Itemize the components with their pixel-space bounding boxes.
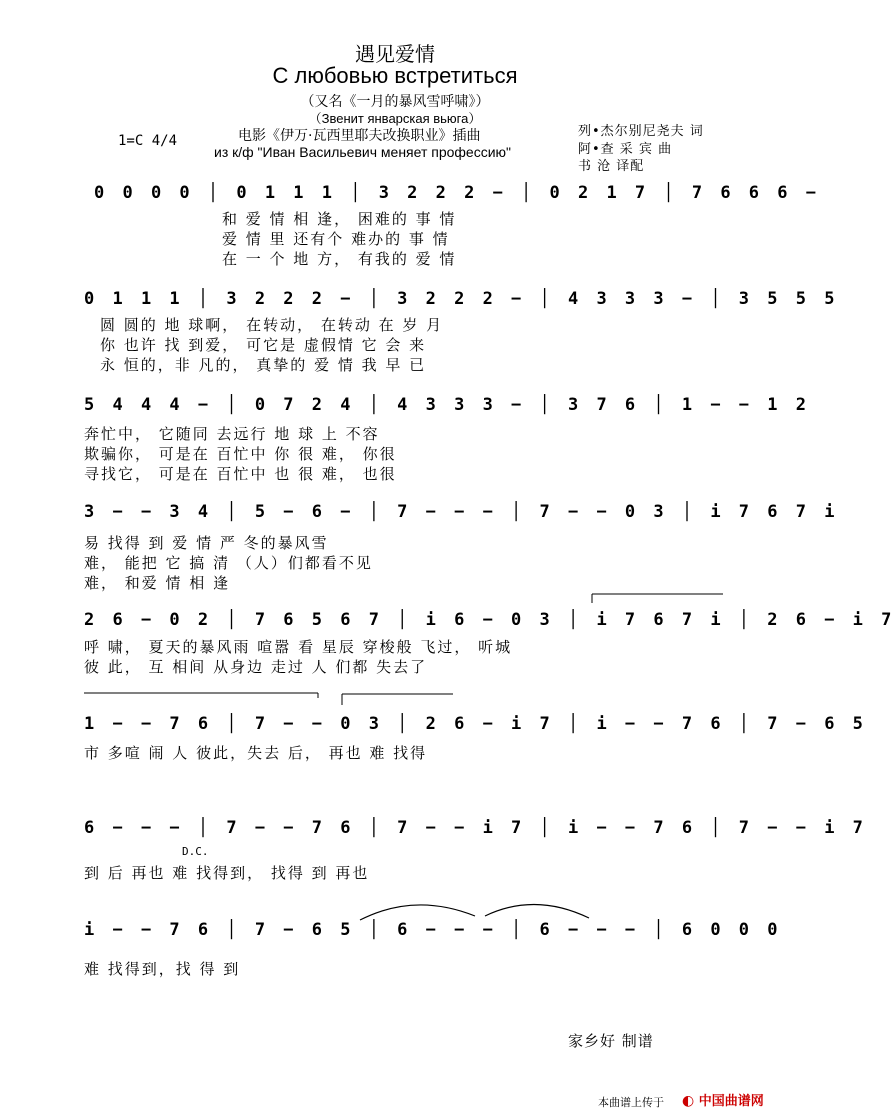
- lyrics-line-6-verse-1: 市 多喧 闹 人 彼此，失去 后， 再也 难 找得: [84, 744, 428, 762]
- lyrics-line-4-verse-1: 易 找得 到 爱 情 严 冬的暴风雪: [84, 534, 329, 552]
- lyrics-line-1-verse-1: 和 爱 情 相 逢， 困难的 事 情: [222, 210, 457, 228]
- title-chinese: 遇见爱情: [355, 42, 435, 66]
- site-name: 中国曲谱网: [698, 1094, 764, 1109]
- film-info: 电影《伊万·瓦西里耶夫改换职业》插曲: [238, 128, 481, 144]
- notes-line-2: 0 1 1 1 │ 3 2 2 2 − │ 3 2 2 2 − │ 4 3 3 3 − │ 3 5 5 5: [84, 289, 839, 309]
- lyrics-line-3-verse-1: 奔忙中， 它随同 去远行 地 球 上 不容: [84, 425, 380, 443]
- credit-music: 阿•查 采 宾 曲: [578, 142, 673, 157]
- notes-line-8: i − − 7 6 │ 7 − 6 5 │ 6 − − − │ 6 − − − │ 6 0 0 0: [84, 920, 782, 940]
- alt-name-russian: （Звенит январская вьюга）: [308, 111, 482, 126]
- notes-line-6: 1 − − 7 6 │ 7 − − 0 3 │ 2 6 − i 7 │ i − − 7 6 │ 7 − 6 5: [84, 714, 867, 734]
- volta-bracket-1: [590, 592, 725, 604]
- notes-line-3: 5 4 4 4 − │ 0 7 2 4 │ 4 3 3 3 − │ 3 7 6 │ 1 − − 1 2: [84, 395, 810, 415]
- lyrics-line-3-verse-2: 欺骗你， 可是在 百忙中 你 很 难， 你很: [84, 445, 397, 463]
- lyrics-line-4-verse-2: 难， 能把 它 搞 清 （人）们都看不见: [84, 554, 373, 572]
- lyrics-line-5-verse-2: 彼 此， 互 相间 从身边 走过 人 们都 失去了: [84, 658, 428, 676]
- lyrics-line-8-verse-1: 难 找得到，找 得 到: [84, 960, 241, 978]
- film-info-russian: из к/ф "Иван Васильевич меняет профессию": [214, 144, 512, 160]
- lyrics-line-1-verse-2: 爱 情 里 还有个 难办的 事 情: [222, 230, 450, 248]
- lyrics-line-4-verse-3: 难， 和爱 情 相 逢: [84, 574, 231, 592]
- notes-line-1: 0 0 0 0 │ 0 1 1 1 │ 3 2 2 2 − │ 0 2 1 7 │ 7 6 6 6 −: [94, 183, 820, 203]
- alt-name: （又名《一月的暴风雪呼啸》）: [300, 94, 490, 110]
- logo-mark-icon: ◐: [682, 1093, 695, 1109]
- lyrics-line-7-verse-1: 到 后 再也 难 找得到， 找得 到 再也: [84, 864, 370, 882]
- key-signature: 1=C 4/4: [118, 133, 178, 149]
- lyrics-line-5-verse-1: 呼 啸， 夏天的暴风雨 喧嚣 看 星辰 穿梭般 飞过， 听城: [84, 638, 513, 656]
- upload-note: 本曲谱上传于: [598, 1096, 664, 1109]
- lyrics-line-1-verse-3: 在 一 个 地 方， 有我的 爱 情: [222, 250, 457, 268]
- lyrics-line-2-verse-2: 你 也许 找 到爱， 可它是 虚假情 它 会 来: [100, 336, 427, 354]
- maker-credit: 家乡好 制谱: [568, 1032, 654, 1050]
- site-logo: [682, 1090, 764, 1109]
- lyrics-line-2-verse-1: 圆 圆的 地 球啊， 在转动， 在转动 在 岁 月: [100, 316, 444, 334]
- tie-arc: [355, 898, 595, 922]
- volta-bracket-line: [84, 690, 324, 698]
- volta-bracket-2: [340, 692, 455, 706]
- credit-lyrics: 列•杰尔别尼尧夫 词: [578, 124, 704, 139]
- notes-line-7: 6 − − − │ 7 − − 7 6 │ 7 − − i 7 │ i − − 7 6 │ 7 − − i 7: [84, 818, 867, 838]
- notes-line-5: 2 6 − 0 2 │ 7 6 5 6 7 │ i 6 − 0 3 │ i 7 6 7 i │ 2 6 − i 7: [84, 610, 895, 630]
- title-russian: С любовью встретиться: [272, 63, 518, 88]
- credit-translate: 书 沧 译配: [578, 159, 645, 174]
- lyrics-line-3-verse-3: 寻找它， 可是在 百忙中 也 很 难， 也很: [84, 465, 397, 483]
- da-capo-mark: D.C.: [182, 845, 209, 858]
- notes-line-4: 3 − − 3 4 │ 5 − 6 − │ 7 − − − │ 7 − − 0 3 │ i 7 6 7 i: [84, 502, 839, 522]
- lyrics-line-2-verse-3: 永 恒的，非 凡的， 真挚的 爱 情 我 早 已: [100, 356, 427, 374]
